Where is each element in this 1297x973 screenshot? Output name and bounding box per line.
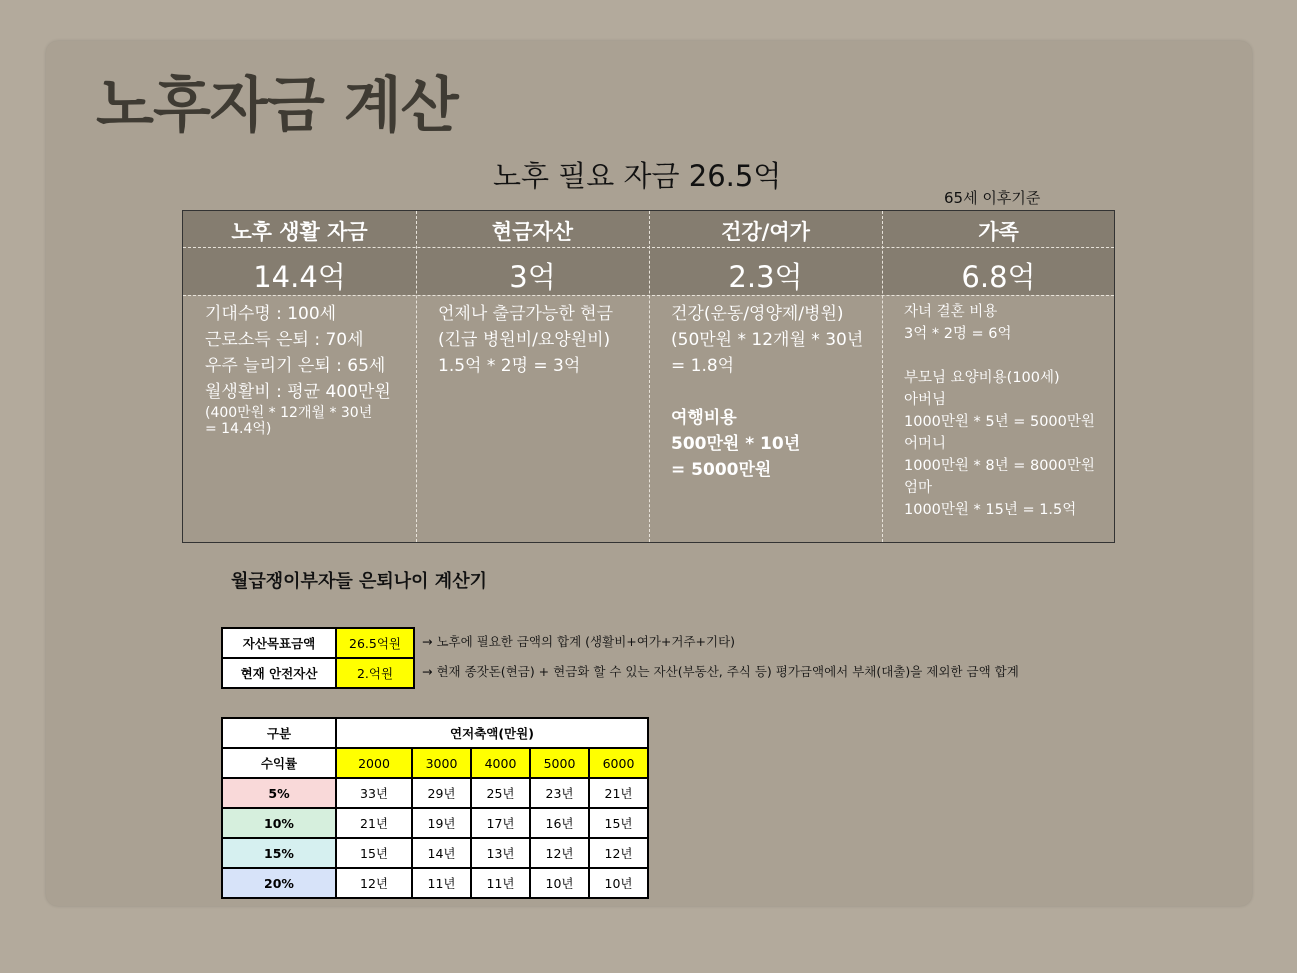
years-cell: 33년 [336,778,412,808]
detail-line-small: = 14.4억) [205,421,272,437]
rate-cell: 10% [222,808,336,838]
years-cell: 15년 [336,838,412,868]
target-table [221,627,415,689]
header-rate: 수익률 [222,748,336,778]
table-row [222,628,414,658]
column-amount: 6.8억 [961,260,1036,294]
years-cell: 16년 [530,808,589,838]
years-cell: 10년 [589,868,648,898]
years-cell: 14년 [412,838,471,868]
years-cell: 10년 [530,868,589,898]
detail-line: 어머니 [904,436,947,452]
years-cell: 21년 [589,778,648,808]
years-cell: 19년 [412,808,471,838]
column-living [183,211,416,542]
detail-line-bold: 500만원 * 10년 [671,434,801,454]
detail-line: 기대수명 : 100세 [205,304,337,324]
detail-line: 1000만원 * 8년 = 8000만원 [904,458,1095,474]
column-header: 현금자산 [491,220,574,244]
column-health [649,211,882,542]
amount-cell: 5000 [530,748,589,778]
detail-line: = 1.8억 [671,356,735,376]
detail-line: (긴급 병원비/요양원비) [438,330,611,350]
column-header: 건강/여가 [721,220,810,244]
detail-line: 1000만원 * 5년 = 5000만원 [904,414,1095,430]
calculator-title: 월급쟁이부자들 은퇴나이 계산기 [231,571,487,592]
amount-cell: 3000 [412,748,471,778]
target-label: 자산목표금액 [222,628,336,658]
detail-line: 부모님 요양비용(100세) [904,370,1060,386]
years-cell: 23년 [530,778,589,808]
column-amount: 14.4억 [253,260,346,294]
detail-line: 아버님 [904,392,947,408]
rate-cell: 15% [222,838,336,868]
years-cell: 13년 [471,838,530,868]
years-cell: 21년 [336,808,412,838]
asset-label: 현재 안전자산 [222,658,336,688]
column-header: 노후 생활 자금 [231,220,368,244]
asset-value[interactable]: 2.억원 [336,658,414,688]
rate-cell: 5% [222,778,336,808]
years-cell: 29년 [412,778,471,808]
header-category: 구분 [222,718,336,748]
amount-cell: 6000 [589,748,648,778]
detail-line-bold: 여행비용 [671,408,737,428]
detail-line: 근로소득 은퇴 : 70세 [205,330,364,350]
detail-line: 월생활비 : 평균 400만원 [205,382,391,402]
page-title: 노후자금 계산 [96,71,458,141]
detail-line: 자녀 결혼 비용 [904,304,998,320]
fund-grid [182,210,1115,543]
subtitle: 노후 필요 자금 26.5억 [493,159,782,193]
table-row [222,808,648,838]
years-cell: 12년 [589,838,648,868]
column-cash [416,211,649,542]
detail-line: 엄마 [904,480,933,496]
years-cell: 15년 [589,808,648,838]
rate-cell: 20% [222,868,336,898]
detail-line: 1.5억 * 2명 = 3억 [438,356,581,376]
years-cell: 12년 [530,838,589,868]
target-description: → 노후에 필요한 금액의 합계 (생활비+여가+거주+기타) [422,634,736,649]
detail-line: 건강(운동/영양제/병원) [671,304,844,324]
column-header: 가족 [978,220,1019,244]
column-amount: 2.3억 [728,260,803,294]
table-header-row [222,718,648,748]
detail-line-small: (400만원 * 12개월 * 30년 [205,405,373,421]
retirement-table [221,717,649,899]
detail-line: 1000만원 * 15년 = 1.5억 [904,502,1077,518]
detail-line-bold: = 5000만원 [671,460,772,480]
table-subheader-row [222,748,648,778]
header-savings: 연저축액(만원) [336,718,648,748]
table-row [222,868,648,898]
detail-line: 언제나 출금가능한 현금 [438,304,614,324]
years-cell: 11년 [412,868,471,898]
table-row [222,778,648,808]
detail-line: 우주 늘리기 은퇴 : 65세 [205,356,386,376]
column-family [882,211,1115,542]
years-cell: 12년 [336,868,412,898]
detail-line: (50만원 * 12개월 * 30년 [671,330,864,350]
asset-description: → 현재 종잣돈(현금) + 현금화 할 수 있는 자산(부동산, 주식 등) 평가금액에서 부채(대출)을 제외한 금액 합계 [422,664,1019,679]
table-row [222,838,648,868]
age-note: 65세 이후기준 [944,189,1041,207]
amount-cell: 4000 [471,748,530,778]
detail-line: 3억 * 2명 = 6억 [904,326,1012,342]
years-cell: 17년 [471,808,530,838]
column-amount: 3억 [509,260,556,294]
target-value[interactable]: 26.5억원 [336,628,414,658]
years-cell: 25년 [471,778,530,808]
table-row [222,658,414,688]
years-cell: 11년 [471,868,530,898]
amount-cell: 2000 [336,748,412,778]
